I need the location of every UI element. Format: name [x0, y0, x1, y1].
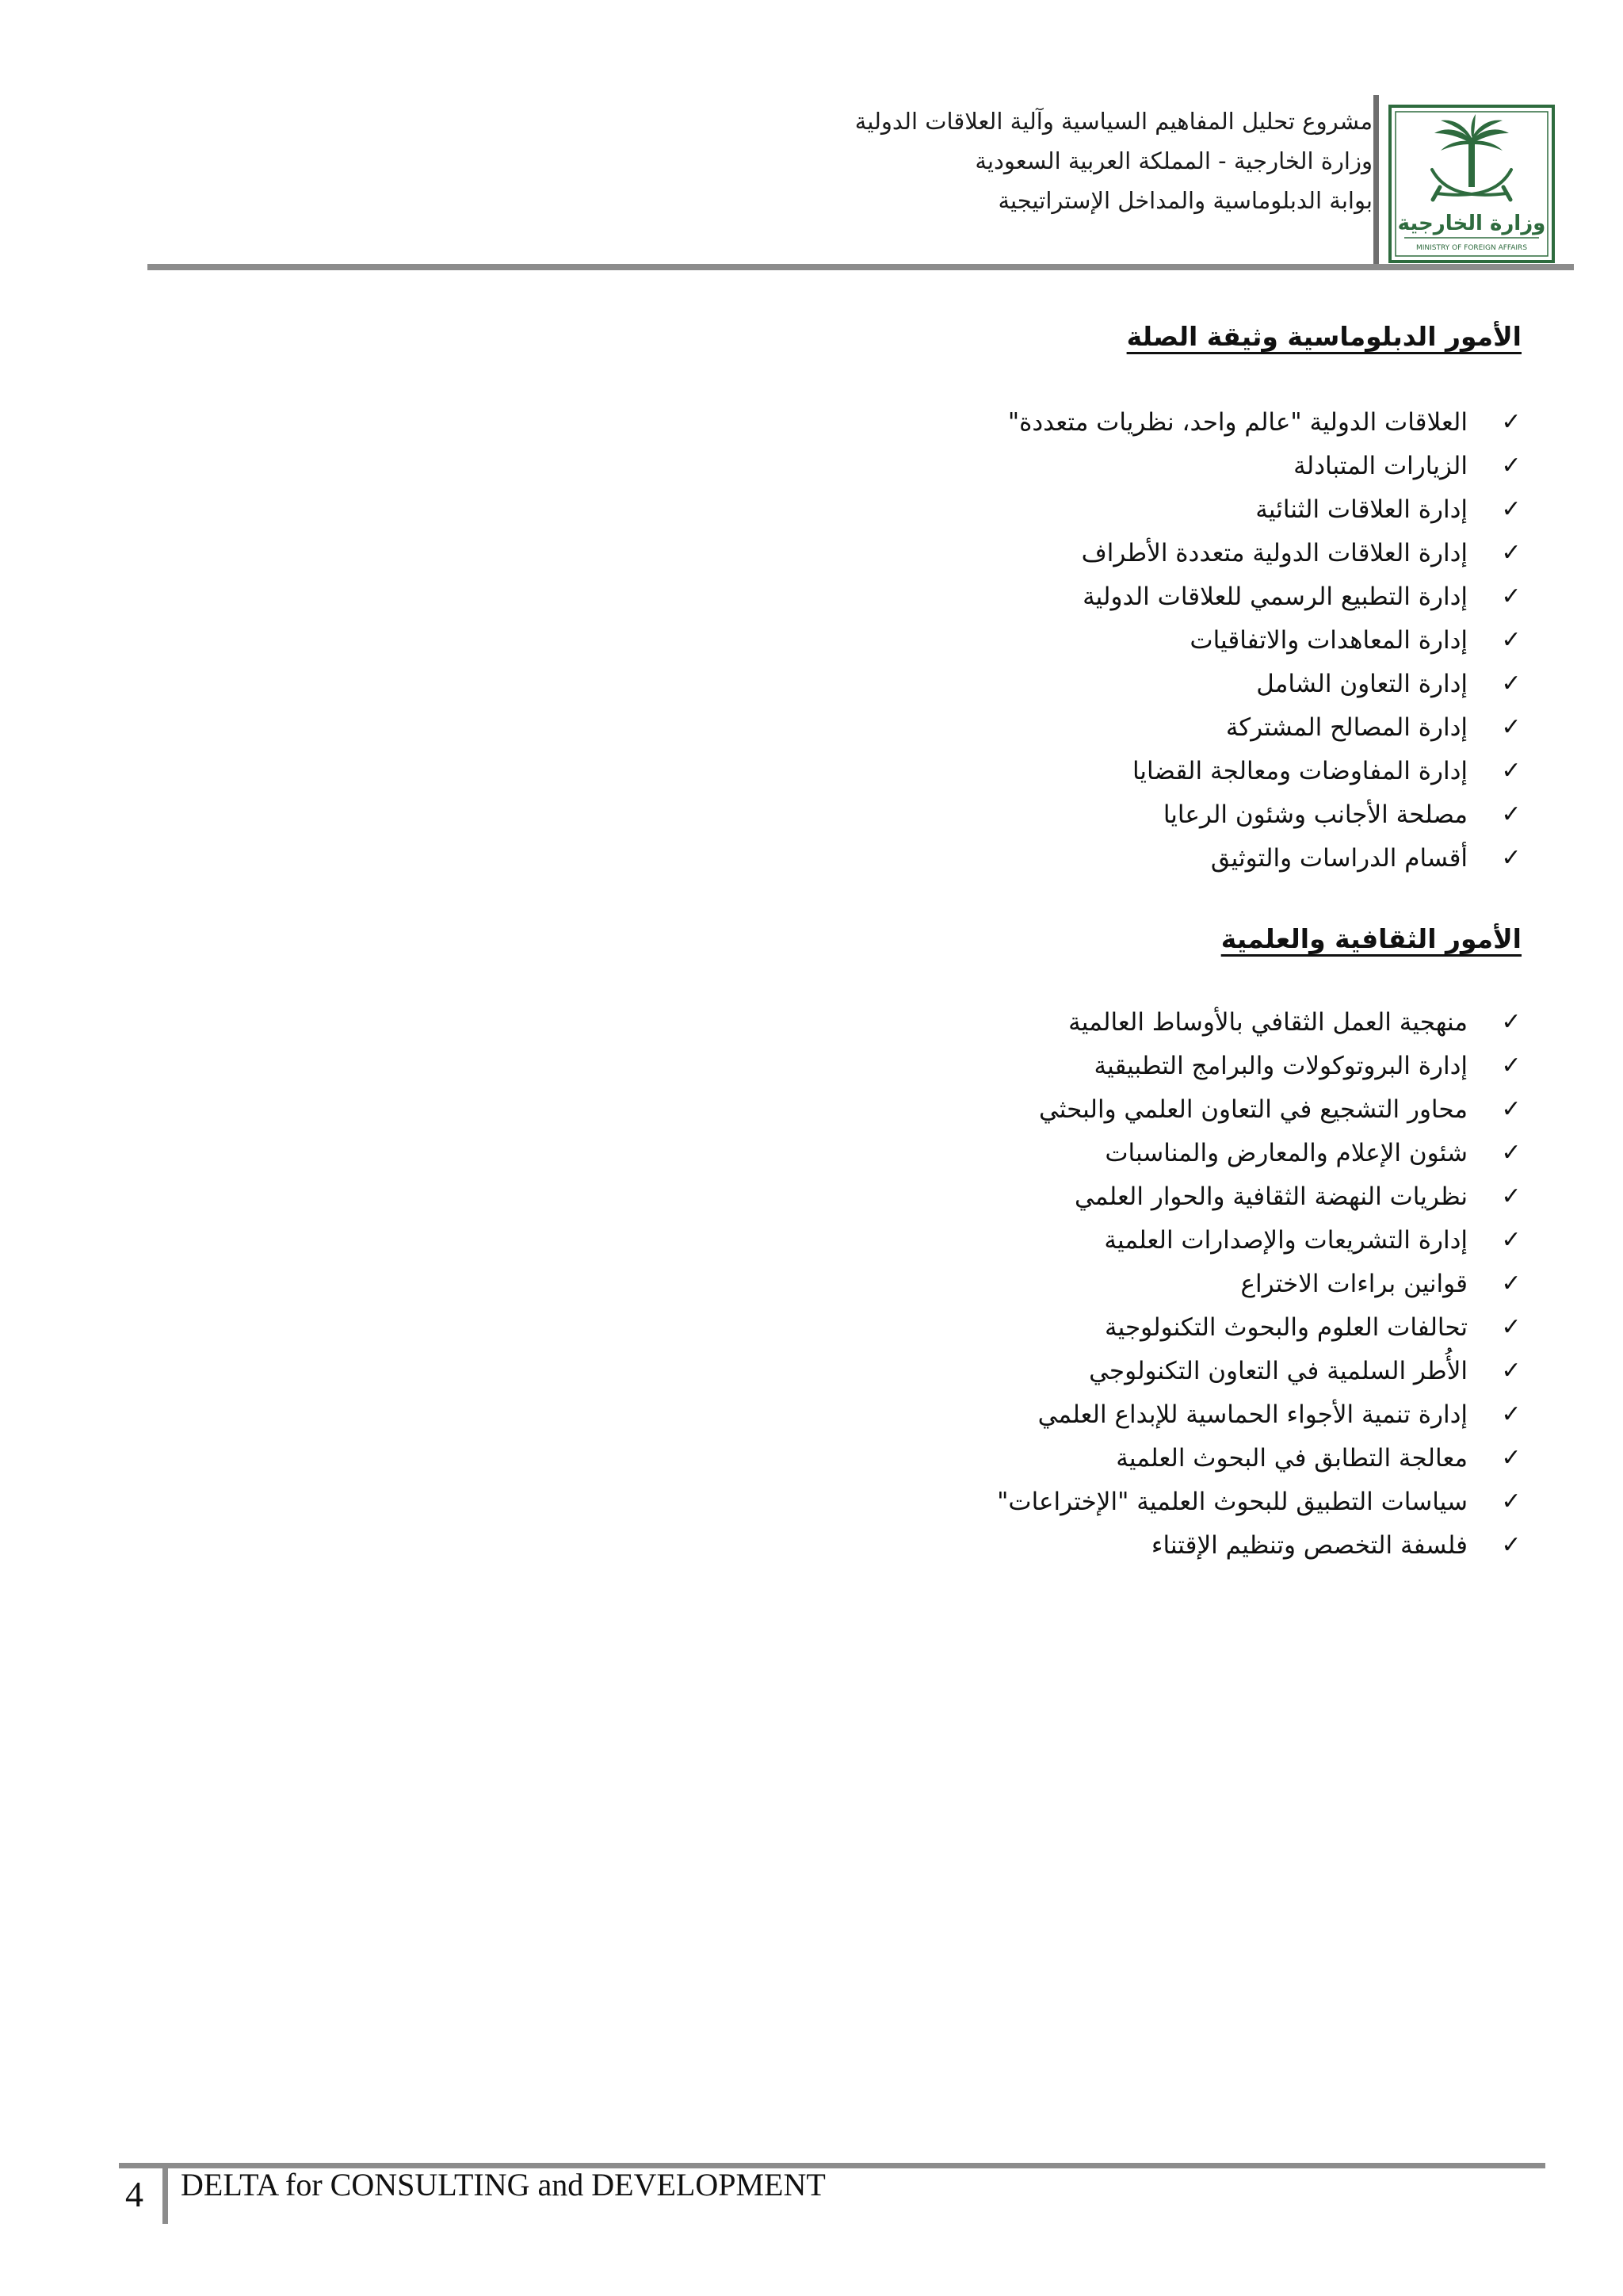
header-vertical-separator [1373, 95, 1379, 268]
checkmark-icon: ✓ [1501, 844, 1522, 872]
list-item [498, 749, 1528, 793]
list-item-text: إدارة التطبيع الرسمي للعلاقات الدولية [1083, 582, 1468, 611]
list-item-text: مصلحة الأجانب وشئون الرعايا [1163, 800, 1468, 829]
list-item-text: إدارة العلاقات الدولية متعددة الأطراف [1081, 538, 1468, 567]
list-item [498, 400, 1528, 444]
list-item-text: إدارة العلاقات الثنائية [1255, 495, 1468, 524]
list-item [498, 1000, 1528, 1044]
checkmark-icon: ✓ [1501, 1531, 1522, 1559]
list-item [498, 1480, 1528, 1523]
list-item [498, 1262, 1528, 1305]
list-item-text: سياسات التطبيق للبحوث العلمية "الإختراعات" [997, 1487, 1468, 1516]
list-item [498, 705, 1528, 749]
list-item-text: منهجية العمل الثقافي بالأوساط العالمية [1068, 1007, 1468, 1037]
list-item-text: العلاقات الدولية "عالم واحد، نظريات متعددة" [1007, 407, 1468, 437]
list-item [498, 618, 1528, 662]
checkmark-icon: ✓ [1501, 713, 1522, 741]
list-item [498, 836, 1528, 880]
list-item-text: إدارة التشريعات والإصدارات العلمية [1104, 1225, 1468, 1255]
list-item-text: إدارة تنمية الأجواء الحماسية للإبداع العلمي [1037, 1400, 1468, 1429]
checkmark-icon: ✓ [1501, 408, 1522, 436]
list-item [498, 1218, 1528, 1262]
list-item [498, 444, 1528, 487]
section-title-cultural: الأمور الثقافية والعلمية [1220, 923, 1522, 954]
list-item [498, 1175, 1528, 1218]
checkmark-icon: ✓ [1501, 626, 1522, 654]
list-item-text: إدارة المفاوضات ومعالجة القضايا [1132, 756, 1468, 785]
checkmark-icon: ✓ [1501, 452, 1522, 479]
list-item [498, 662, 1528, 705]
list-item-text: إدارة المصالح المشتركة [1225, 712, 1468, 742]
cultural-scientific-list [498, 1000, 1528, 1567]
list-item-text: إدارة المعاهدات والاتفاقيات [1190, 625, 1468, 655]
list-item-text: الأُطر السلمية في التعاون التكنولوجي [1089, 1356, 1468, 1385]
checkmark-icon: ✓ [1501, 670, 1522, 697]
header-line-portal: بوابة الدبلوماسية والمداخل الإستراتيجية [998, 187, 1373, 214]
footer-company-name: DELTA for CONSULTING and DEVELOPMENT [181, 2167, 826, 2202]
list-item [498, 1131, 1528, 1175]
checkmark-icon: ✓ [1501, 1008, 1522, 1036]
list-item-text: نظريات النهضة الثقافية والحوار العلمي [1074, 1182, 1468, 1211]
checkmark-icon: ✓ [1501, 1400, 1522, 1428]
list-item [498, 531, 1528, 575]
checkmark-icon: ✓ [1501, 583, 1522, 610]
list-item [498, 1087, 1528, 1131]
checkmark-icon: ✓ [1501, 1444, 1522, 1472]
footer-vertical-separator [162, 2167, 168, 2224]
list-item [498, 1392, 1528, 1436]
list-item-text: أقسام الدراسات والتوثيق [1210, 843, 1468, 873]
checkmark-icon: ✓ [1501, 1488, 1522, 1515]
list-item-text: إدارة البروتوكولات والبرامج التطبيقية [1094, 1051, 1468, 1080]
list-item [498, 793, 1528, 836]
page-number: 4 [125, 2174, 143, 2214]
logo-subcaption: MINISTRY OF FOREIGN AFFAIRS [1415, 244, 1528, 252]
checkmark-icon: ✓ [1501, 1095, 1522, 1123]
list-item-text: قوانين براءات الاختراع [1240, 1269, 1468, 1298]
checkmark-icon: ✓ [1501, 539, 1522, 567]
checkmark-icon: ✓ [1501, 1226, 1522, 1254]
logo-caption: وزارة الخارجية [1397, 212, 1546, 235]
checkmark-icon: ✓ [1501, 1182, 1522, 1210]
list-item [498, 1523, 1528, 1567]
checkmark-icon: ✓ [1501, 495, 1522, 523]
diplomatic-affairs-list [498, 400, 1528, 880]
checkmark-icon: ✓ [1501, 1052, 1522, 1079]
list-item-text: الزيارات المتبادلة [1293, 451, 1468, 480]
checkmark-icon: ✓ [1501, 1270, 1522, 1297]
list-item [498, 487, 1528, 531]
section-title-diplomatic: الأمور الدبلوماسية وثيقة الصلة [1126, 321, 1522, 352]
list-item-text: محاور التشجيع في التعاون العلمي والبحثي [1038, 1095, 1468, 1124]
header-horizontal-rule [147, 264, 1574, 270]
checkmark-icon: ✓ [1501, 1313, 1522, 1341]
list-item [498, 1436, 1528, 1480]
header-line-project: مشروع تحليل المفاهيم السياسية وآلية العلاقات الدولية [854, 108, 1373, 135]
header-text-block [659, 101, 1373, 220]
checkmark-icon: ✓ [1501, 1357, 1522, 1385]
checkmark-icon: ✓ [1501, 1139, 1522, 1167]
list-item-text: فلسفة التخصص وتنظيم الإقتناء [1151, 1530, 1468, 1560]
list-item-text: إدارة التعاون الشامل [1256, 669, 1468, 698]
list-item-text: معالجة التطابق في البحوث العلمية [1116, 1443, 1468, 1473]
list-item [498, 575, 1528, 618]
header-line-ministry: وزارة الخارجية - المملكة العربية السعودية [975, 147, 1373, 174]
checkmark-icon: ✓ [1501, 757, 1522, 785]
list-item [498, 1305, 1528, 1349]
list-item-text: شئون الإعلام والمعارض والمناسبات [1105, 1138, 1468, 1167]
checkmark-icon: ✓ [1501, 800, 1522, 828]
ministry-logo [1388, 105, 1555, 263]
list-item [498, 1044, 1528, 1087]
list-item [498, 1349, 1528, 1392]
list-item-text: تحالفات العلوم والبحوث التكنولوجية [1105, 1312, 1468, 1342]
